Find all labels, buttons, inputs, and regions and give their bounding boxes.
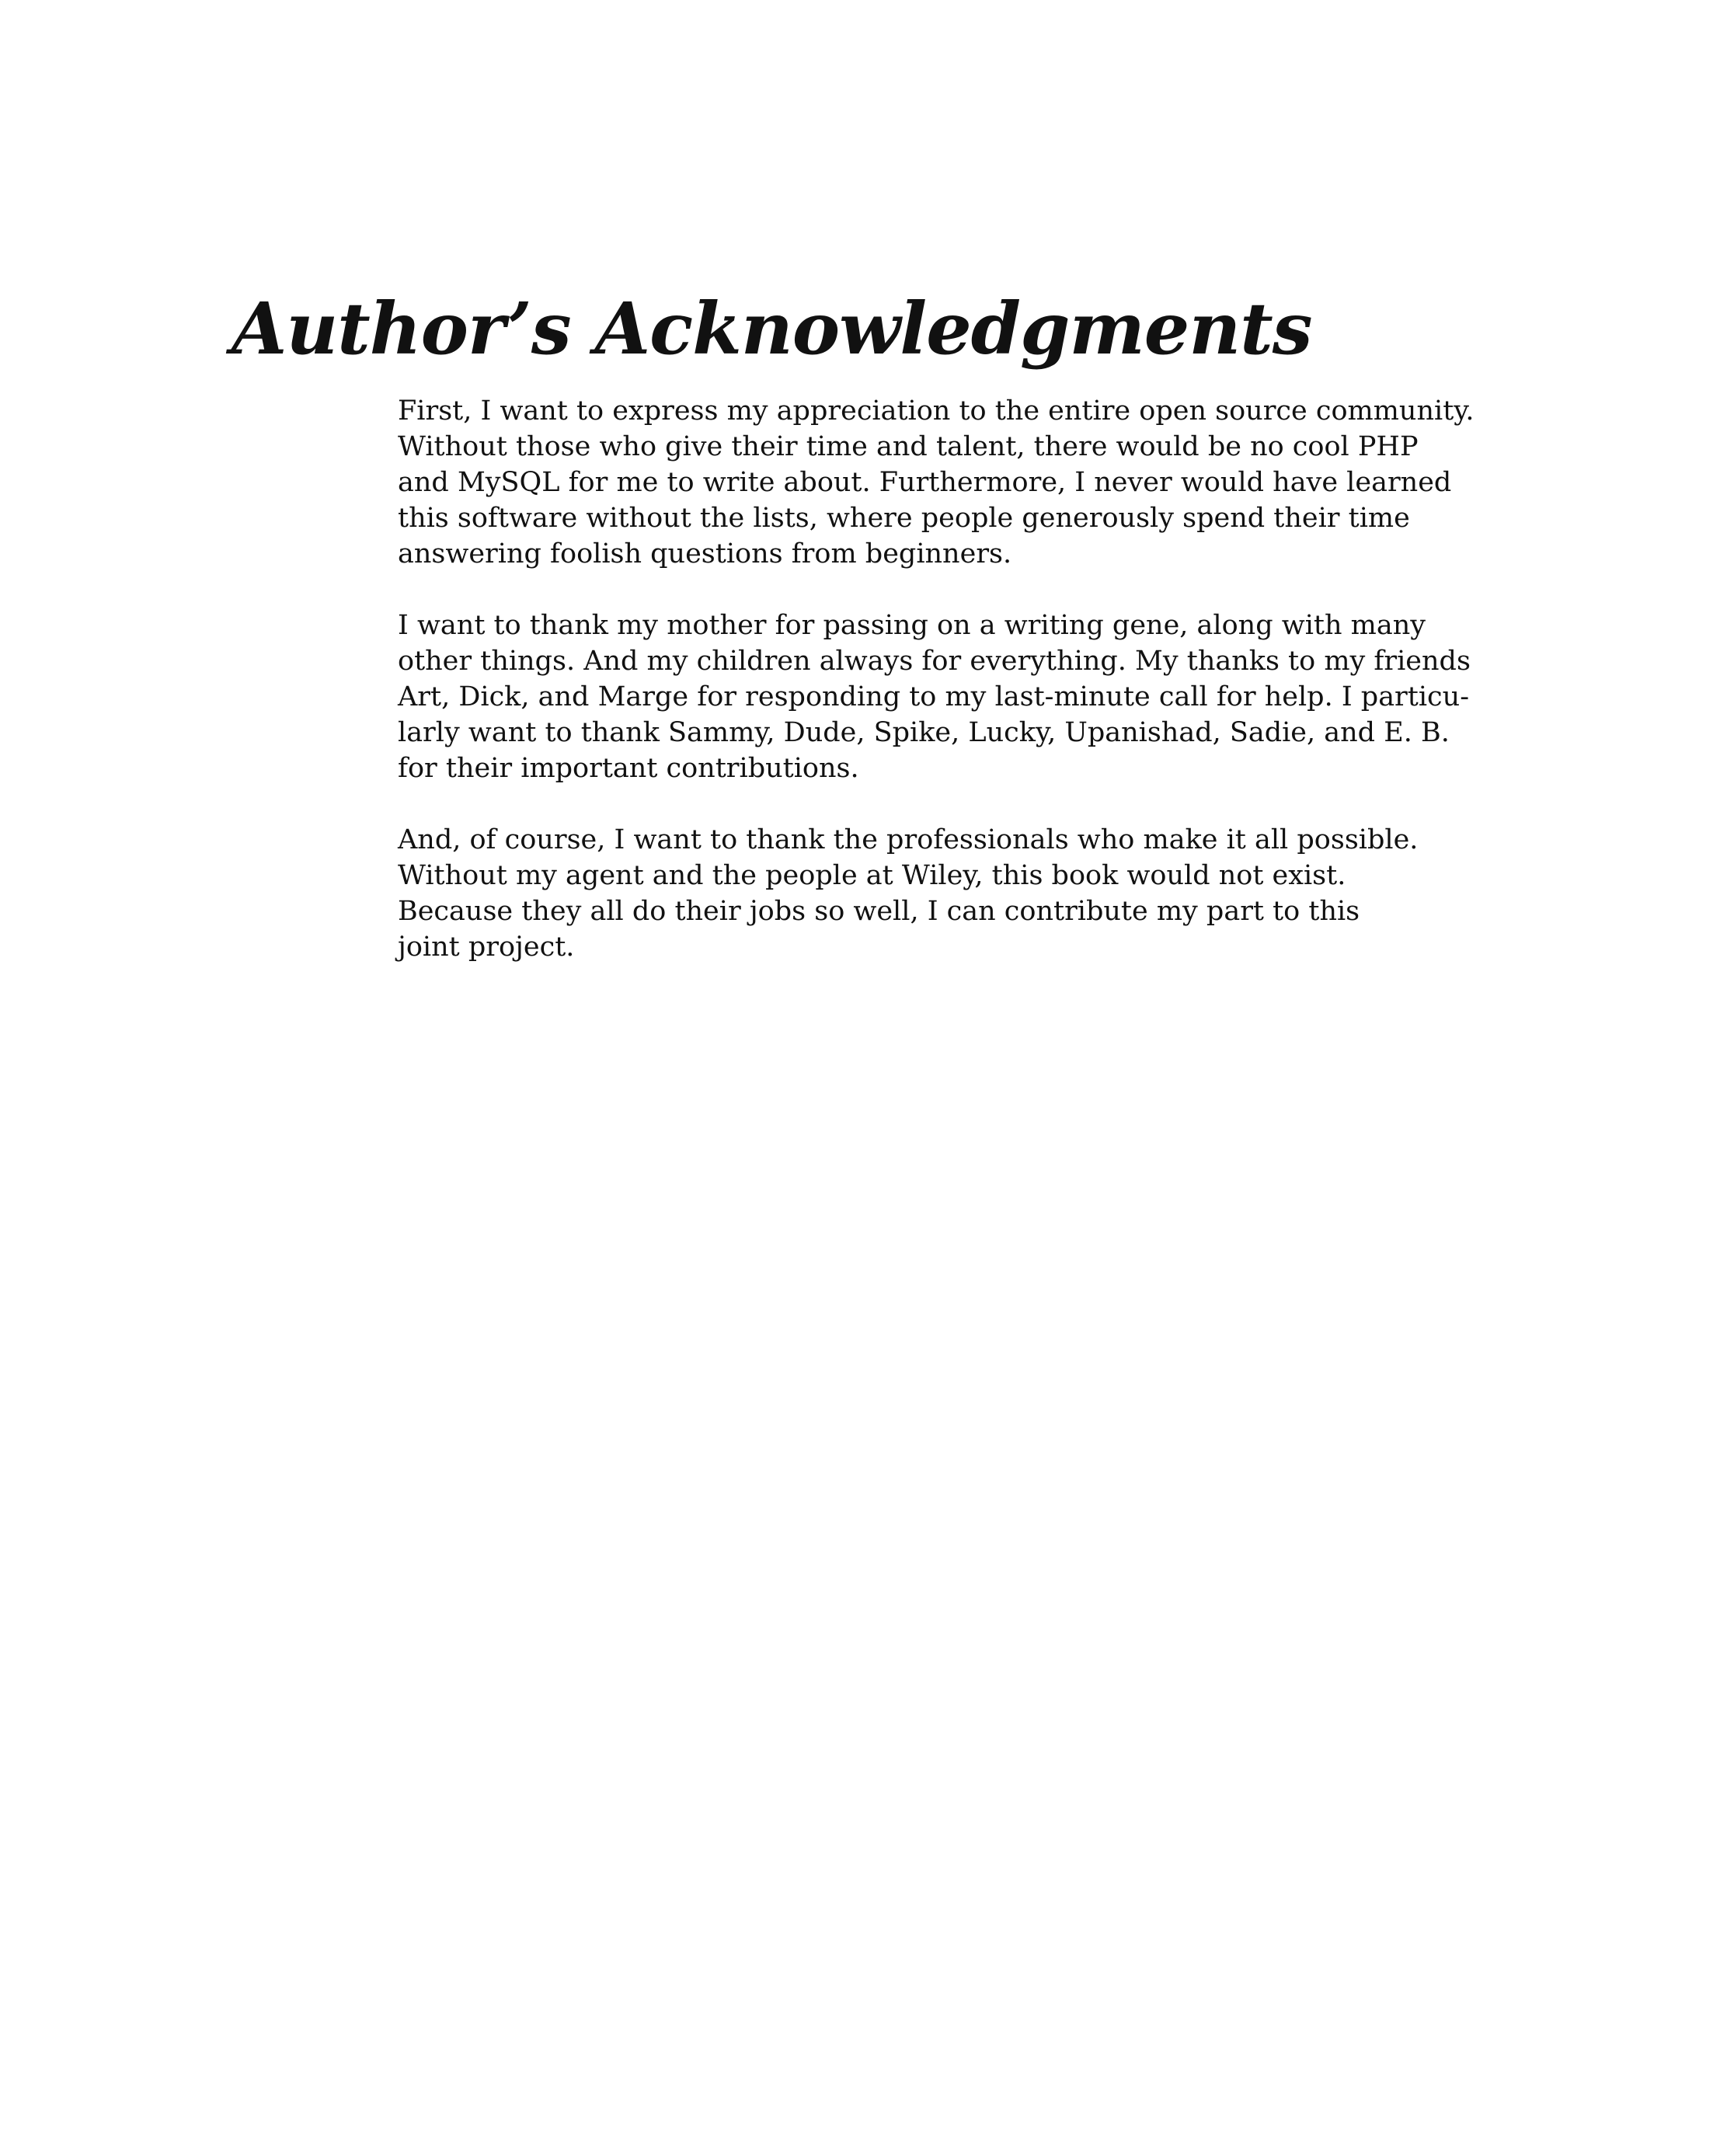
- text-line: Without my agent and the people at Wiley, this book would not exist.: [398, 860, 1346, 891]
- text-line: Because they all do their jobs so well, I can contribute my part to this: [398, 896, 1360, 927]
- paragraph-2: [398, 608, 1501, 786]
- text-line: Art, Dick, and Marge for responding to my last-minute call for help. I particu-: [398, 681, 1470, 712]
- text-line: I want to thank my mother for passing on a writing gene, along with many: [398, 610, 1426, 641]
- page-title: Author’s Acknowledgments: [232, 287, 1312, 371]
- text-line: and MySQL for me to write about. Furthermore, I never would have learned: [398, 467, 1452, 498]
- text-line: First, I want to express my appreciation to the entire open source community.: [398, 395, 1475, 427]
- text-line: Without those who give their time and talent, there would be no cool PHP: [398, 431, 1419, 462]
- text-line: answering foolish questions from beginners.: [398, 538, 1012, 569]
- acknowledgments-body: [398, 393, 1501, 1001]
- text-line: for their important contributions.: [398, 753, 859, 784]
- paragraph-3: [398, 822, 1501, 965]
- text-line: joint project.: [398, 932, 575, 963]
- text-line: this software without the lists, where people generously spend their time: [398, 503, 1410, 534]
- text-line: And, of course, I want to thank the professionals who make it all possible.: [398, 824, 1419, 855]
- paragraph-1: [398, 393, 1501, 572]
- text-line: larly want to thank Sammy, Dude, Spike, Lucky, Upanishad, Sadie, and E. B.: [398, 717, 1450, 748]
- text-line: other things. And my children always for everything. My thanks to my friends: [398, 646, 1471, 677]
